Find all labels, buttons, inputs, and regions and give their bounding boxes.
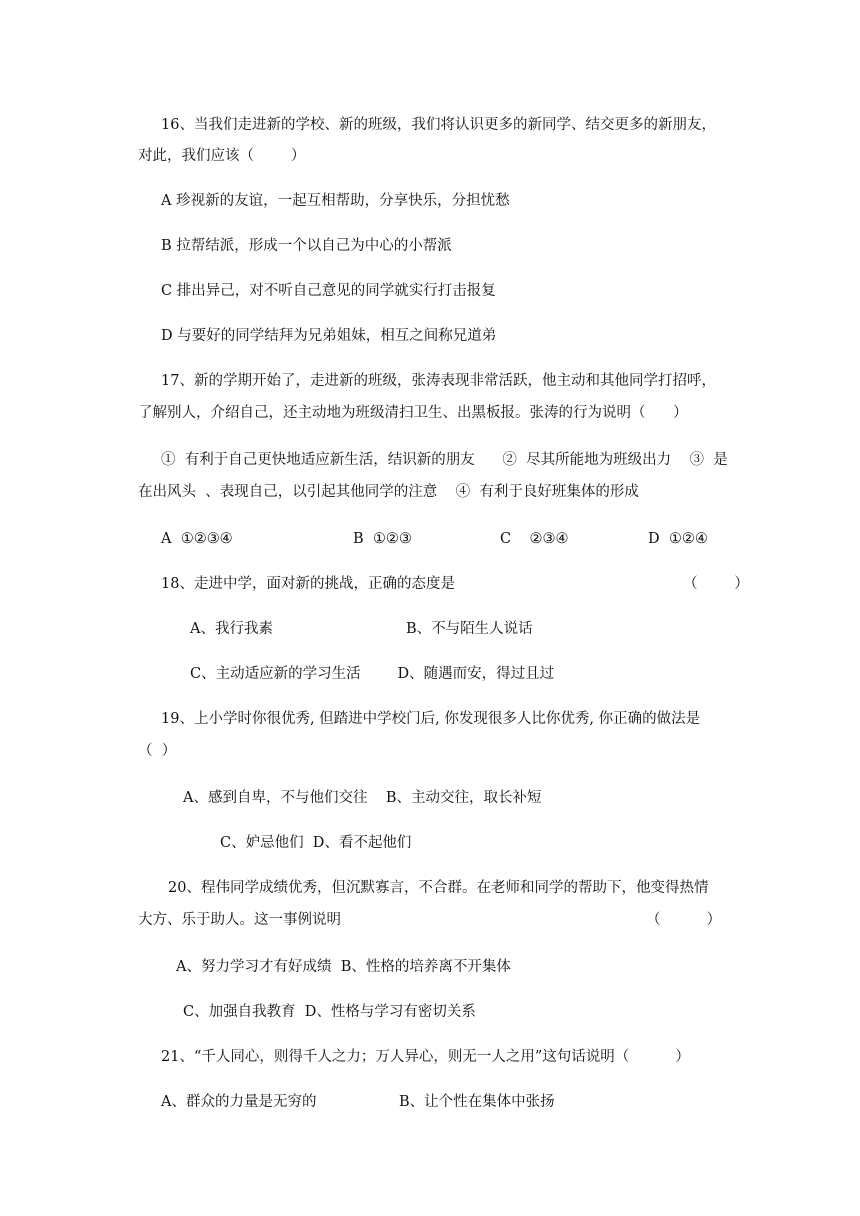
q19-stem-line2: （ ）: [138, 743, 177, 759]
q16-option-b: B 拉帮结派，形成一个以自己为中心的小帮派: [161, 238, 452, 254]
q17-statements-line2: 在出风头 、表现自己，以引起其他同学的注意 ④ 有利于良好班集体的形成: [138, 484, 639, 500]
q16-stem-line1: 16、当我们走进新的学校、新的班级，我们将认识更多的新同学、结交更多的新朋友，: [161, 117, 716, 133]
q21-option-a: A、群众的力量是无穷的: [161, 1094, 317, 1110]
q18-answer-bracket: （ ）: [683, 576, 749, 592]
q18-option-a: A、我行我素: [190, 621, 273, 637]
q21-stem: 21、“千人同心，则得千人之力；万人异心，则无一人之用”这句话说明（ ）: [161, 1049, 690, 1065]
q21-option-b: B、让个性在集体中张扬: [399, 1094, 555, 1110]
q20-answer-bracket: （ ）: [646, 912, 722, 928]
q20-stem-line1: 20、程伟同学成绩优秀，但沉默寡言，不合群。在老师和同学的帮助下，他变得热情: [168, 880, 709, 896]
q17-option-a: A ①②③④: [161, 531, 233, 547]
q16-stem-line2: 对此，我们应该（ ）: [138, 148, 306, 164]
q20-options-ab: A、努力学习才有好成绩 B、性格的培养离不开集体: [176, 959, 511, 975]
q18-option-b: B、不与陌生人说话: [406, 621, 533, 637]
q17-stem-line2: 了解别人，介绍自己，还主动地为班级清扫卫生、出黑板报。张涛的行为说明（ ）: [138, 405, 688, 421]
q18-stem: 18、走进中学，面对新的挑战，正确的态度是: [161, 576, 455, 592]
q18-options-cd: C、主动适应新的学习生活 D、随遇而安，得过且过: [190, 666, 555, 682]
q19-stem-line1: 19、上小学时你很优秀, 但踏进中学校门后, 你发现很多人比你优秀, 你正确的做法是: [161, 711, 701, 727]
q20-options-cd: C、加强自我教育 D、性格与学习有密切关系: [183, 1004, 476, 1020]
q17-option-c: C ②③④: [500, 531, 569, 547]
q20-stem-line2: 大方、乐于助人。这一事例说明: [138, 912, 341, 928]
q17-statements-line1: ① 有利于自己更快地适应新生活，结识新的朋友 ② 尽其所能地为班级出力 ③ 是: [161, 452, 728, 468]
q17-option-d: D ①②④: [648, 531, 708, 547]
q16-option-d: D 与要好的同学结拜为兄弟姐妹，相互之间称兄道弟: [161, 328, 497, 344]
q16-option-a: A 珍视新的友谊，一起互相帮助，分享快乐，分担忧愁: [161, 193, 510, 209]
q16-option-c: C 排出异己，对不听自己意见的同学就实行打击报复: [161, 283, 496, 299]
q17-option-b: B ①②③: [353, 531, 412, 547]
q17-stem-line1: 17、新的学期开始了，走进新的班级，张涛表现非常活跃，他主动和其他同学打招呼，: [161, 373, 716, 389]
q19-options-ab: A、感到自卑，不与他们交往 B、主动交往，取长补短: [183, 790, 542, 806]
q19-options-cd: C、妒忌他们 D、看不起他们: [220, 835, 412, 851]
